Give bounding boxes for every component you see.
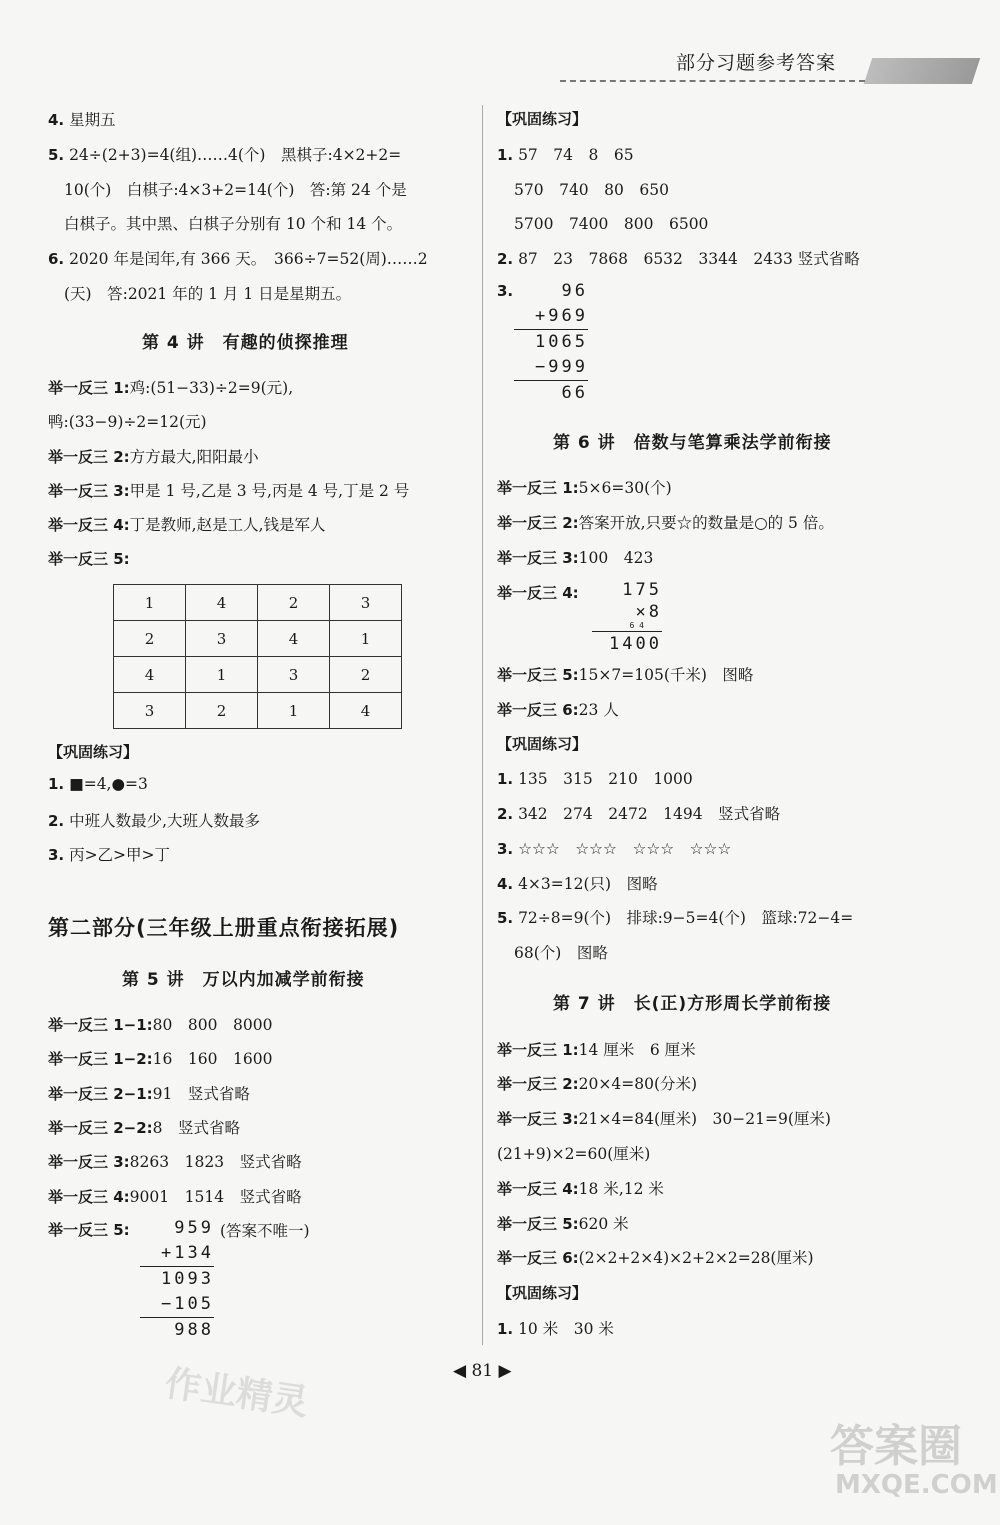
calc-row: 66	[561, 383, 588, 403]
header-dashed-rule	[560, 80, 865, 82]
table-cell: 1	[186, 657, 258, 693]
calc-row: +134	[140, 1241, 214, 1267]
header-decoration-bar	[864, 58, 980, 84]
calc-row: +969	[514, 304, 588, 330]
r-answer-1-line1: 1. 57 74 8 65	[497, 146, 634, 164]
example-4-1-line1: 举一反三 1:鸡:(51−33)÷2=9(元),	[48, 379, 294, 397]
example-5-1-1: 举一反三 1−1:80 800 8000	[48, 1016, 273, 1034]
r-practice-5-line2: 68(个) 图略	[514, 944, 608, 962]
table-cell: 1	[114, 585, 186, 621]
lecture-7-heading: 第 7 讲 长(正)方形周长学前衔接	[553, 994, 832, 1014]
table-row	[114, 657, 402, 693]
r-answer-3-label: 3.	[497, 282, 514, 300]
lecture-4-heading: 第 4 讲 有趣的侦探推理	[142, 333, 349, 353]
triangle-right-icon: ▶	[498, 1361, 512, 1381]
table-cell: 2	[330, 657, 402, 693]
answer-6-line1: 6. 2020 年是闰年,有 366 天。 366÷7=52(周)……2	[48, 250, 428, 268]
calc-row: −105	[140, 1292, 214, 1318]
part-two-title: 第二部分(三年级上册重点衔接拓展)	[48, 916, 400, 940]
watermark-logo: 作业精灵	[162, 1363, 311, 1424]
vertical-calculation-3	[514, 279, 588, 406]
answer-6-line2: (天) 答:2021 年的 1 月 1 日是星期五。	[64, 285, 352, 303]
example-5-2-1: 举一反三 2−1:91 竖式省略	[48, 1085, 250, 1103]
calc-row: 959	[174, 1218, 214, 1238]
watermark-logo: 答案圈	[830, 1421, 962, 1472]
example-7-6: 举一反三 6:(2×2+2×4)×2+2×2=28(厘米)	[497, 1249, 814, 1267]
answer-4: 4. 星期五	[48, 111, 116, 129]
example-7-2: 举一反三 2:20×4=80(分米)	[497, 1075, 698, 1093]
example-6-3: 举一反三 3:100 423	[497, 549, 654, 567]
practice-3: 3. 丙>乙>甲>丁	[48, 846, 171, 864]
example-5-2-2: 举一反三 2−2:8 竖式省略	[48, 1119, 241, 1137]
example-5-5: 举一反三 5:	[48, 1221, 130, 1239]
r-answer-1-line3: 5700 7400 800 6500	[514, 215, 709, 233]
example-7-1: 举一反三 1:14 厘米 6 厘米	[497, 1041, 696, 1059]
table-cell: 3	[114, 693, 186, 729]
lecture-6-heading: 第 6 讲 倍数与笔算乘法学前衔接	[553, 433, 832, 453]
column-divider	[482, 105, 483, 1345]
logic-grid-table	[113, 584, 402, 729]
calc-row: ×8	[635, 602, 662, 622]
example-6-6: 举一反三 6:23 人	[497, 701, 619, 719]
r-answer-2: 2. 87 23 7868 6532 3344 2433 竖式省略	[497, 250, 860, 268]
answer-5-line1: 5. 24÷(2+3)=4(组)……4(个) 黑棋子:4×2+2=	[48, 146, 402, 164]
example-5-4: 举一反三 4:9001 1514 竖式省略	[48, 1188, 302, 1206]
table-cell: 1	[258, 693, 330, 729]
r-practice-7-1: 1. 10 米 30 米	[497, 1320, 614, 1338]
example-7-4: 举一反三 4:18 米,12 米	[497, 1180, 664, 1198]
table-row	[114, 585, 402, 621]
practice-2: 2. 中班人数最少,大班人数最多	[48, 812, 260, 830]
answer-5-line3: 白棋子。其中黑、白棋子分别有 10 个和 14 个。	[64, 215, 403, 233]
practice-heading-right-2: 【巩固练习】	[497, 735, 588, 753]
practice-heading-left: 【巩固练习】	[48, 743, 139, 761]
r-practice-1: 1. 135 315 210 1000	[497, 770, 693, 788]
practice-1: 1. ■=4,●=3	[48, 775, 148, 793]
example-6-2: 举一反三 2:答案开放,只要☆的数量是○的 5 倍。	[497, 514, 834, 532]
table-cell: 3	[330, 585, 402, 621]
triangle-left-icon: ◀	[453, 1361, 467, 1381]
page-number: ◀ 81 ▶	[453, 1361, 512, 1381]
table-cell: 4	[258, 621, 330, 657]
r-answer-1-line2: 570 740 80 650	[514, 181, 669, 199]
example-5-1-2: 举一反三 1−2:16 160 1600	[48, 1050, 273, 1068]
example-7-5: 举一反三 5:620 米	[497, 1215, 629, 1233]
example-4-4: 举一反三 4:丁是教师,赵是工人,钱是军人	[48, 516, 326, 534]
vertical-calculation-4	[592, 578, 662, 657]
lecture-5-heading: 第 5 讲 万以内加减学前衔接	[122, 970, 365, 990]
example-6-5: 举一反三 5:15×7=105(千米) 图略	[497, 666, 754, 684]
example-4-2: 举一反三 2:方方最大,阳阳最小	[48, 448, 259, 466]
table-cell: 2	[114, 621, 186, 657]
vertical-calculation-5	[140, 1216, 214, 1343]
calc-row: 988	[174, 1320, 214, 1340]
table-cell: 4	[114, 657, 186, 693]
table-cell: 3	[186, 621, 258, 657]
practice-heading-right-3: 【巩固练习】	[497, 1284, 588, 1302]
table-cell: 3	[258, 657, 330, 693]
table-cell: 2	[186, 693, 258, 729]
r-practice-2: 2. 342 274 2472 1494 竖式省略	[497, 805, 781, 823]
calc-row: −999	[514, 355, 588, 381]
calc-row: 96	[561, 281, 588, 301]
table-row	[114, 621, 402, 657]
table-cell: 4	[186, 585, 258, 621]
watermark-logo: MXQE.COM	[835, 1470, 998, 1500]
calc-row: 1093	[161, 1269, 214, 1289]
r-practice-5-line1: 5. 72÷8=9(个) 排球:9−5=4(个) 篮球:72−4=	[497, 909, 854, 927]
calc-row: 1065	[535, 332, 588, 352]
example-4-1-line2: 鸭:(33−9)÷2=12(元)	[48, 413, 207, 431]
table-cell: 4	[330, 693, 402, 729]
table-row	[114, 693, 402, 729]
r-practice-4: 4. 4×3=12(只) 图略	[497, 875, 658, 893]
calc-carry: 6 4	[592, 621, 662, 632]
practice-heading-right-1: 【巩固练习】	[497, 110, 588, 128]
example-7-3-line2: (21+9)×2=60(厘米)	[497, 1145, 651, 1163]
example-6-4: 举一反三 4:	[497, 584, 579, 602]
example-5-5-note: (答案不唯一)	[220, 1222, 310, 1240]
example-4-5: 举一反三 5:	[48, 550, 130, 568]
table-cell: 2	[258, 585, 330, 621]
table-cell: 1	[330, 621, 402, 657]
header-title: 部分习题参考答案	[676, 52, 837, 74]
answer-5-line2: 10(个) 白棋子:4×3+2=14(个) 答:第 24 个是	[64, 181, 407, 199]
example-4-3: 举一反三 3:甲是 1 号,乙是 3 号,丙是 4 号,丁是 2 号	[48, 482, 410, 500]
example-7-3-line1: 举一反三 3:21×4=84(厘米) 30−21=9(厘米)	[497, 1110, 831, 1128]
calc-row: 1400	[609, 634, 662, 654]
example-6-1: 举一反三 1:5×6=30(个)	[497, 479, 672, 497]
calc-row: 175	[622, 580, 662, 600]
r-practice-3: 3. ☆☆☆ ☆☆☆ ☆☆☆ ☆☆☆	[497, 840, 732, 858]
example-5-3: 举一反三 3:8263 1823 竖式省略	[48, 1153, 302, 1171]
